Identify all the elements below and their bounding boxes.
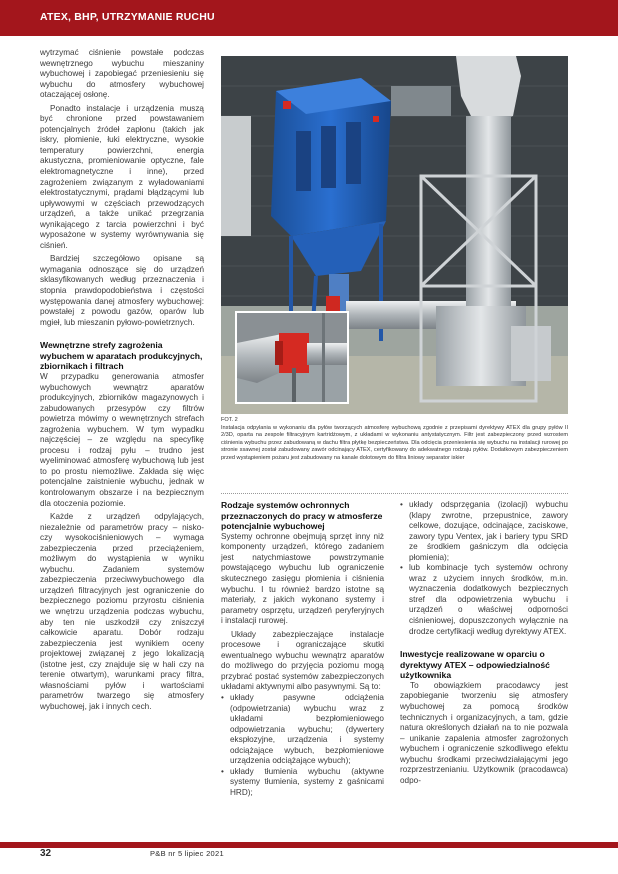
- paragraph: wytrzymać ciśnienie powstałe podczas wewnętrznego wybuchu mieszaniny wybuchowej i zapobiegać przeniesieniu się wybuchu do atmosfery wybuchowej otaczającej osłonę.: [40, 48, 204, 100]
- text-column-left: [40, 48, 204, 713]
- list-item: • układy odsprzęgania (izolacji) wybuchu (klapy zwrotne, przepustnice, zawory celkowe, dozujące, odcinające, zaciskowe, zawory typu Ventex, jak i bariery typu SRD ze środkiem gaśniczym dla odcięcia płomienia);: [400, 500, 568, 563]
- paragraph: W przypadku generowania atmosfer wybuchowych wewnątrz aparatów produkcyjnych, zbiorników magazynowych i zabudowanych przesypów czy filtrów powietrza mówimy o wewnętrznych strefach zagrożenia wybuchem. W tym wypadku najczęściej – ze względu na specyfikę procesu i rodzaj pyłu – trudno jest wyeliminować atmosferę wybuchową lub jest to po prostu niemożliwe. Zakłada się więc potencjalne zaistnienie wybuchu, jednak w kontrolowanym obszarze i na bezpiecznym dla otoczenia poziomie.: [40, 372, 204, 508]
- text-column-middle: [221, 500, 384, 798]
- text-column-right: [400, 500, 568, 786]
- section-header: [0, 0, 618, 36]
- section-heading: Inwestycje realizowane w oparciu o dyrektywy ATEX – odpowiedzialność użytkownika: [400, 649, 550, 681]
- list-item: • układy pasywne odciążenia (odpowietrzania) wybuchu wraz z układami bezpłomieniowego odpowietrzania wybuchu; (dywertery ekspłozyjne, urządzenia i systemy odciążające wybuch, bezpłomieniowe urządzenia odciążające wybuch);: [221, 693, 384, 767]
- publication-info: P&B nr 5 lipiec 2021: [150, 849, 224, 858]
- photo-inset-valve: [235, 311, 349, 404]
- caption-text: Instalacja odpylania w wykonaniu dla pyłów tworzących atmosferę wybuchową zgodnie z przepisami dyrektywy ATEX dla grupy pyłów II 2/3D, oparta na zespole filtracyjnym kartridżowym, z układami w wykonaniu antystatycznym. Filtr jest zabezpieczony przed wzrostem ciśnienia wybuchu przez zabudowaną w dachu filtra płytkę bezpieczeństwa. Dla odcięcia przeniesienia się wybuchu na instalacji rurowej po stronie ssawnej został zabudowany zawór odcinający ATEX, certyfikowany do adekwatnego rodzaju pyłów. Dodatkowym zabezpieczeniem przed wystąpieniem pożaru jest zabudowany na kanale dolotowym do filtra liniowy separator iskier: [221, 424, 568, 461]
- footer-bar: [0, 842, 618, 848]
- section-heading: Rodzaje systemów ochronnych przeznaczonych do pracy w atmosferze potencjalnie wybuchowej: [221, 500, 383, 532]
- figure-caption: [221, 417, 568, 462]
- page-number: 32: [40, 848, 52, 859]
- section-heading: Wewnętrzne strefy zagrożenia wybuchem w aparatach produkcyjnych, zbiornikach i filtrach: [40, 340, 203, 372]
- bullet-list: [221, 693, 384, 798]
- inset-illustration: [237, 313, 347, 402]
- paragraph: To obowiązkiem pracodawcy jest zapobieganie tworzeniu się atmosfery wybuchowej za pomocą środków technicznych i organizacyjnych, a tam, gdzie natura określonych działań na to nie pozwala – unikanie zapalenia atmosfer zagrożonych wybuchem i ograniczenie szkodliwego efektu wybuchu środkami przeciwdziałającymi jego rozprzestrzenianiu. Użytkownik (pracodawca) odpo-: [400, 680, 568, 785]
- paragraph: Każde z urządzeń odpylających, niezależnie od parametrów pracy – nisko- czy wysokociśnieniowych – wymaga zabezpieczenia przed przeciążeniem, możliwym do wystąpienia w wyniku wybuchu. Zadaniem systemów zabezpieczenia przeciwwybuchowego dla urządzeń filtracyjnych jest ograniczenie do bezpiecznego poziomu przyrostu ciśnienia we wnętrzu urządzenia podczas wybuchu, aby ten nie uszkodził czy zniszczył całkowicie aparatu. Dobór rodzaju zabezpieczenia jest wynikiem oceny projektowej związanej z jego lokalizacją (istotne jest, czy znajduje się w hali czy na terenie otwartym), warunkami pracy filtra, własnościami pyłów i wartościami parametrów twarzego się atmosfery wybuchowej, jak i innych cech.: [40, 512, 204, 711]
- divider: [221, 493, 568, 494]
- bullet-list: [400, 500, 568, 637]
- paragraph: Ponadto instalacje i urządzenia muszą być chronione przed powstawaniem potencjalnych źródeł zapłonu (takich jak iskry, płomienie, łuki elektryczne, wysokie temperatury powierzchni, energia akustyczna, promieniowanie optyczne, fale elektromagnetyczne i inne), przed zagrożeniem związanym z wyładowaniami elektrostatycznymi, prądami błądzącymi lub upływowymi w częściach przewodzących urządzeń, a także unikać przegrzania wynikającego z tarcia powierzchni i być wyposażone w systemy wyrównywania się ciśnień.: [40, 103, 204, 250]
- paragraph: Bardziej szczegółowo opisane są wymagania odnoszące się do urządzeń sklasyfikowanych według przeznaczenia i stopnia prawdopodobieństwa i częstości występowania danej atmosfery wybuchowej: powstałej z powodu gazów, oparów lub mgieł, lub mieszanin pyłowo-powietrznych.: [40, 254, 204, 327]
- section-title: ATEX, BHP, UTRZYMANIE RUCHU: [40, 11, 215, 23]
- paragraph: Układy zabezpieczające instalacje procesowe i ograniczające skutki ewentualnego wybuchu wewnątrz aparatów do możliwego do przyjęcia poziomu mogą przybrać postać systemów zabezpieczonych układami aktywnymi albo pasywnymi. Są to:: [221, 629, 384, 692]
- paragraph: Systemy ochronne obejmują sprzęt inny niż komponenty urządzeń, którego zadaniem jest natychmiastowe powstrzymanie powstającego wybuchu lub ograniczenie skutecznego zasięgu płomienia i ciśnienia wybuchu. I tu również bardzo istotne są materiały, z jakich wykonano systemy i parametry osprzętu, urządzeń peryferyjnych i instalacji rurowej.: [221, 531, 384, 626]
- list-item: • lub kombinacje tych systemów ochrony wraz z użyciem innych środków, m.in. wyznaczenia dodatkowych bezpiecznych stref dla odpowietrzenia wybuchu i urządzeń o właściwej odporności ciśnieniowej, dopuszczonych wyłącznie na drodze certyfikacji według dyrektywy ATEX.: [400, 563, 568, 637]
- list-item: • układy tłumienia wybuchu (aktywne systemy tłumienia, systemy z gaśnicami HRD);: [221, 767, 384, 799]
- figure-label: FOT. 2: [221, 417, 238, 423]
